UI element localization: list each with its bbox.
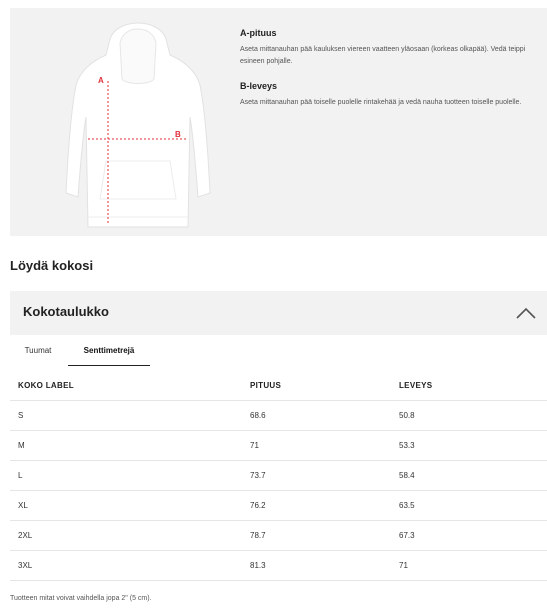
width-cell: 58.4: [399, 461, 547, 491]
width-cell: 50.8: [399, 401, 547, 431]
size-cell: XL: [10, 491, 250, 521]
table-header-row: [10, 370, 547, 401]
a-length-text: Aseta mittanauhan pää kauluksen viereen vaatteen yläosaan (korkeas olkapää). Vedä teippi esineen pohjalle.: [240, 46, 526, 65]
hoodie-illustration: [58, 21, 218, 233]
table-row: [10, 401, 547, 431]
a-length-title: A-pituus: [240, 28, 277, 38]
length-cell: 73.7: [250, 461, 399, 491]
table-row: [10, 491, 547, 521]
a-marker-label: A: [98, 76, 104, 85]
unit-tabs: [10, 342, 547, 366]
size-cell: L: [10, 461, 250, 491]
length-cell: 76.2: [250, 491, 399, 521]
table-row: [10, 431, 547, 461]
width-cell: 53.3: [399, 431, 547, 461]
tab-inches[interactable]: Tuumat: [24, 346, 52, 355]
chevron-up-icon[interactable]: [515, 306, 537, 320]
tab-centimeters[interactable]: Senttimetrejä: [68, 342, 150, 366]
measurement-instructions: [240, 28, 540, 122]
b-marker-label: B: [175, 130, 181, 139]
column-header-size: KOKO LABEL: [18, 380, 74, 390]
width-cell: 67.3: [399, 521, 547, 551]
size-chart-accordion[interactable]: [10, 291, 547, 335]
column-header-length: PITUUS: [250, 380, 282, 390]
measurement-guide-panel: [10, 8, 547, 236]
length-cell: 81.3: [250, 551, 399, 581]
b-width-title: B-leveys: [240, 81, 278, 91]
find-your-size-heading: Löydä kokosi: [10, 258, 94, 273]
width-cell: 63.5: [399, 491, 547, 521]
width-cell: 71: [399, 551, 547, 581]
length-cell: 78.7: [250, 521, 399, 551]
table-row: [10, 551, 547, 581]
length-cell: 71: [250, 431, 399, 461]
size-cell: 2XL: [10, 521, 250, 551]
b-width-text: Aseta mittanauhan pää toiselle puolelle rintakehää ja vedä nauha tuotteen toiselle puolelle.: [240, 99, 522, 106]
column-header-width: LEVEYS: [399, 380, 433, 390]
size-table: [10, 370, 547, 581]
size-variation-footnote: Tuotteen mitat voivat vaihdella jopa 2" (5 cm).: [10, 595, 152, 602]
table-row: [10, 461, 547, 491]
table-row: [10, 521, 547, 551]
length-cell: 68.6: [250, 401, 399, 431]
size-cell: 3XL: [10, 551, 250, 581]
size-cell: M: [10, 431, 250, 461]
size-cell: S: [10, 401, 250, 431]
size-chart-title: Kokotaulukko: [23, 304, 109, 319]
